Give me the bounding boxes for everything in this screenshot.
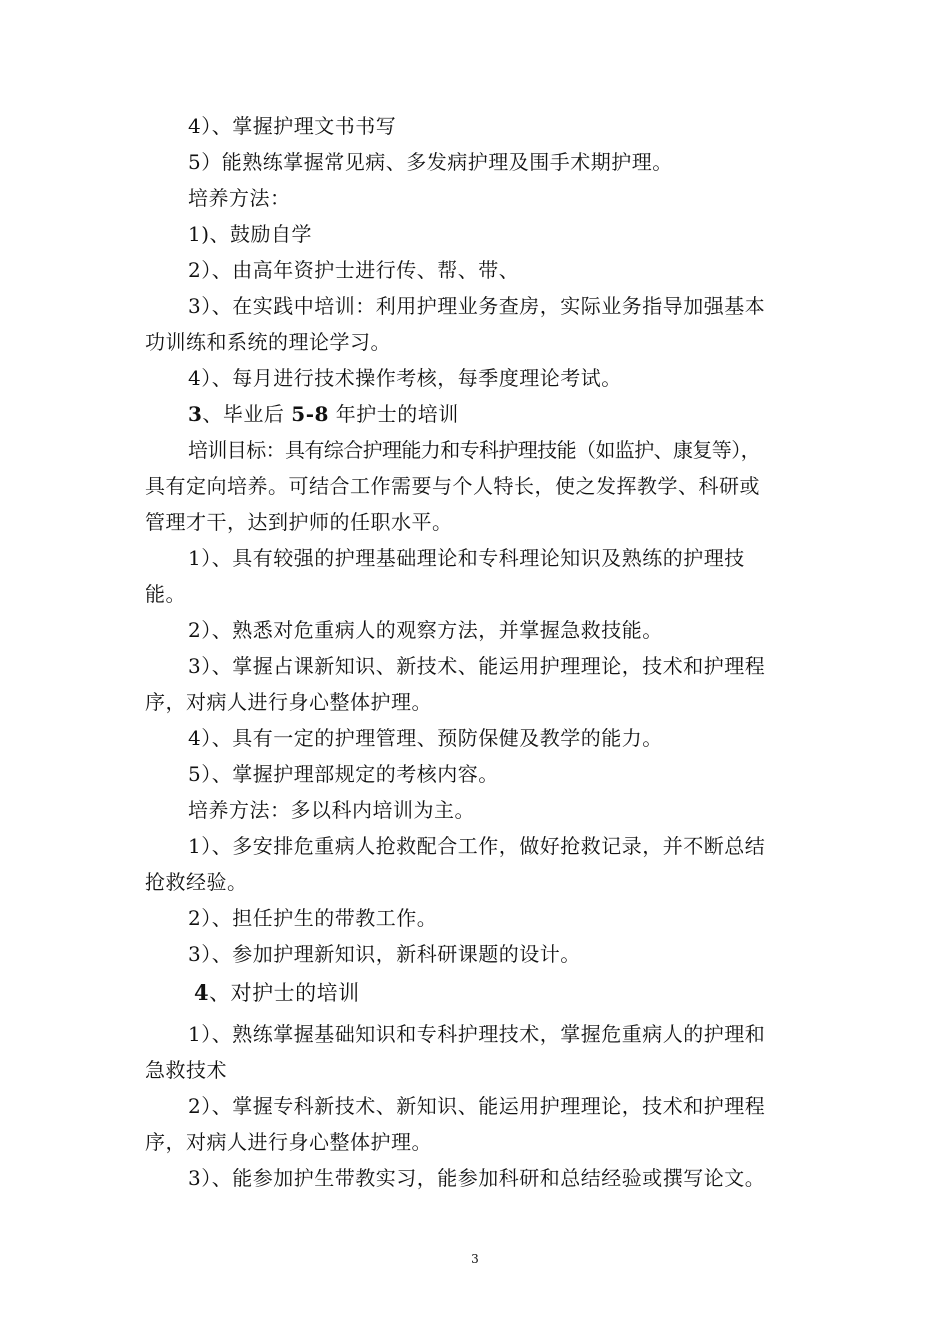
page-number: 3 bbox=[471, 1252, 479, 1266]
paragraph-line: 1）、多安排危重病人抢救配合工作，做好抢救记录，并不断总结 bbox=[188, 834, 766, 858]
paragraph-line: 5）、掌握护理部规定的考核内容。 bbox=[188, 762, 499, 786]
paragraph-line: 能。 bbox=[145, 582, 186, 606]
paragraph-line: 2）、掌握专科新技术、新知识、能运用护理理论，技术和护理程 bbox=[188, 1094, 766, 1118]
paragraph-line: 3）、掌握占课新知识、新技术、能运用护理理论，技术和护理程 bbox=[188, 654, 766, 678]
paragraph-line: 3）、在实践中培训：利用护理业务查房，实际业务指导加强基本 bbox=[188, 294, 766, 318]
paragraph-line: 1）、具有较强的护理基础理论和专科理论知识及熟练的护理技 bbox=[188, 546, 745, 570]
paragraph-line: 序，对病人进行身心整体护理。 bbox=[145, 690, 432, 714]
section-years: 5-8 bbox=[291, 402, 329, 426]
paragraph-line: 具有定向培养。可结合工作需要与个人特长，使之发挥教学、科研或 bbox=[145, 474, 760, 498]
paragraph-line: 培养方法：多以科内培训为主。 bbox=[188, 798, 475, 822]
section-heading-4 bbox=[194, 981, 824, 1005]
paragraph-line: 4）、具有一定的护理管理、预防保健及教学的能力。 bbox=[188, 726, 663, 750]
paragraph-line: 3）、参加护理新知识，新科研课题的设计。 bbox=[188, 942, 581, 966]
paragraph-line: 3）、能参加护生带教实习，能参加科研和总结经验或撰写论文。 bbox=[188, 1166, 766, 1190]
paragraph-line: 序，对病人进行身心整体护理。 bbox=[145, 1130, 432, 1154]
paragraph-line: 培训目标：具有综合护理能力和专科护理技能（如监护、康复等）， bbox=[188, 438, 760, 462]
paragraph-line: 5）能熟练掌握常见病、多发病护理及围手术期护理。 bbox=[188, 150, 673, 174]
section-title: 、对护士的培训 bbox=[209, 981, 360, 1005]
paragraph-line: 4）、每月进行技术操作考核，每季度理论考试。 bbox=[188, 366, 622, 390]
paragraph-line: 1)、鼓励自学 bbox=[188, 222, 313, 246]
paragraph-line: 急救技术 bbox=[145, 1058, 227, 1082]
paragraph-line: 2）、担任护生的带教工作。 bbox=[188, 906, 438, 930]
paragraph-line: 2）、熟悉对危重病人的观察方法，并掌握急救技能。 bbox=[188, 618, 663, 642]
section-number: 3 bbox=[188, 402, 203, 426]
section-heading-3 bbox=[188, 402, 818, 426]
section-prefix: 、毕业后 bbox=[202, 402, 292, 426]
paragraph-line: 培养方法： bbox=[188, 186, 291, 210]
paragraph-line: 功训练和系统的理论学习。 bbox=[145, 330, 391, 354]
section-number: 4 bbox=[194, 980, 210, 1005]
paragraph-line: 1）、熟练掌握基础知识和专科护理技术，掌握危重病人的护理和 bbox=[188, 1022, 766, 1046]
paragraph-line: 4）、掌握护理文书书写 bbox=[188, 114, 397, 138]
paragraph-line: 管理才干，达到护师的任职水平。 bbox=[145, 510, 453, 534]
paragraph-line: 2）、由高年资护士进行传、帮、带、 bbox=[188, 258, 520, 282]
section-suffix: 年护士的培训 bbox=[328, 402, 459, 426]
paragraph-line: 抢救经验。 bbox=[145, 870, 248, 894]
